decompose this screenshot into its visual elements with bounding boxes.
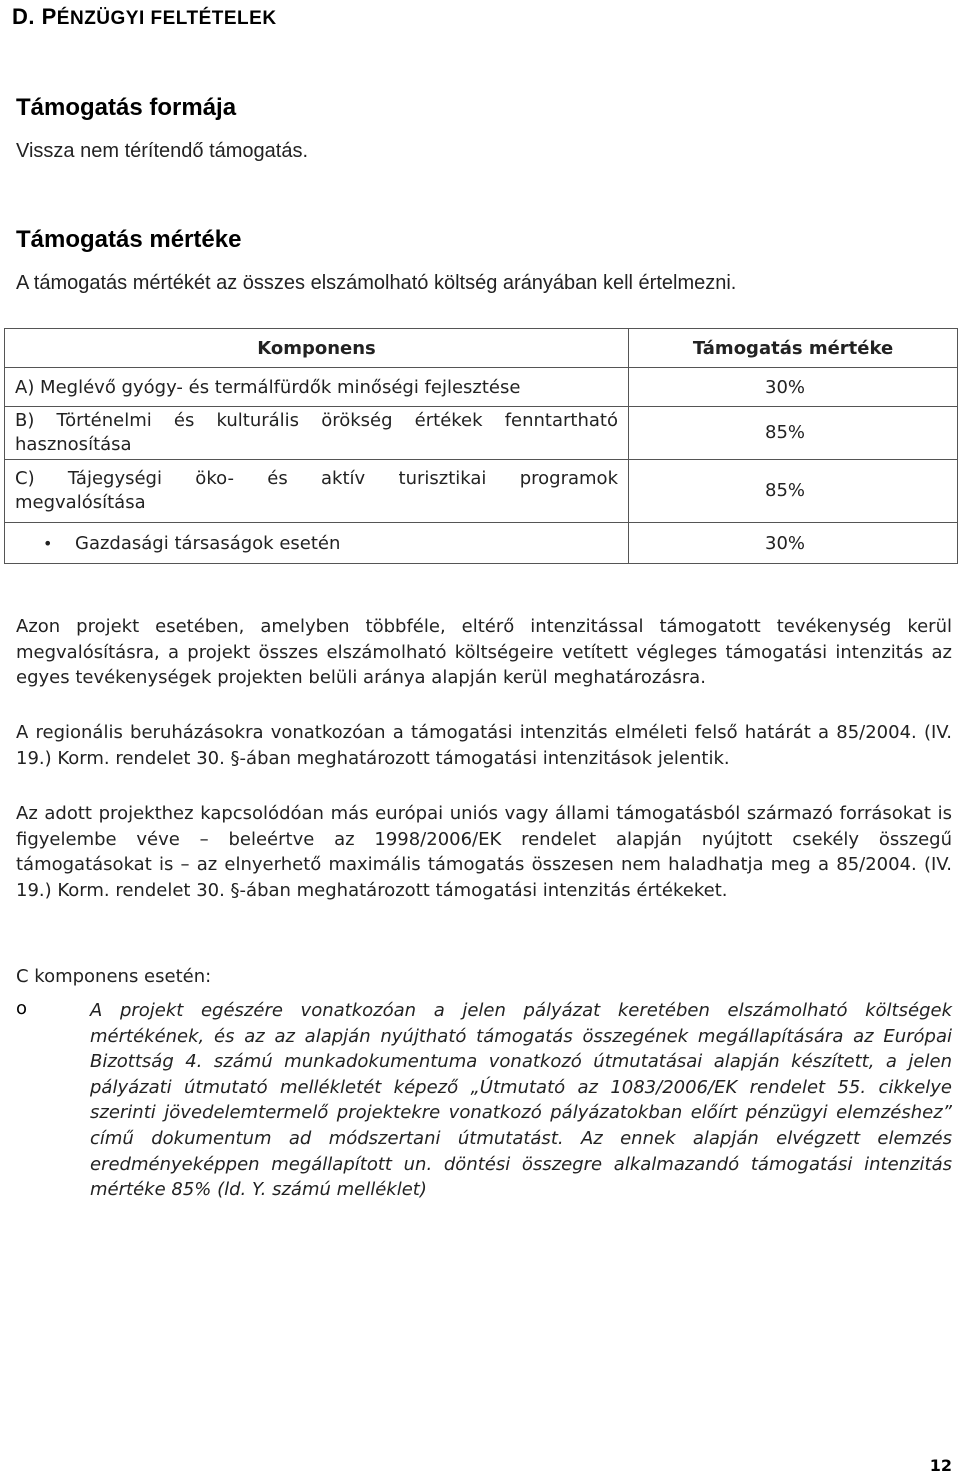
circle-bullet-icon: o xyxy=(16,998,28,1019)
component-text: C) Tájegységi öko- és aktív turisztikai programok megvalósítása xyxy=(15,468,618,513)
component-cell xyxy=(5,460,629,523)
component-text: Gazdasági társaságok esetén xyxy=(75,532,341,554)
paragraph-mixed-intensity: Azon projekt esetében, amelyben többféle, eltérő intenzitással támogatott tevékenység kerül megvalósításra, a projekt összes elszámolható költségeire vetített végleges támogatási intenzitás az egyes tevékenységek projekten belüli aránya alapján kerül meghatározásra. xyxy=(16,616,952,688)
paragraph-regional-limit: A regionális beruházásokra vonatkozóan a támogatási intenzitás elméleti felső határát a 85/2004. (IV. 19.) Korm. rendelet 30. §-ában meghatározott támogatási intenzitások jelentik. xyxy=(16,722,952,769)
table-row xyxy=(5,407,958,460)
table-row xyxy=(5,460,958,523)
section-title-prefix: D. P xyxy=(12,4,57,29)
component-cell xyxy=(5,407,629,460)
component-cell: A) Meglévő gyógy- és termálfürdők minőségi fejlesztése xyxy=(5,368,629,407)
support-rate-table xyxy=(4,328,958,564)
rate-cell: 85% xyxy=(629,407,958,460)
header-rate: Támogatás mértéke xyxy=(629,329,958,368)
support-form-text: Vissza nem térítendő támogatás. xyxy=(16,140,309,162)
c-component-heading: C komponens esetén: xyxy=(16,966,212,987)
paragraph-cumulation: Az adott projekthez kapcsolódóan más európai uniós vagy állami támogatásból származó forrásokat is figyelembe véve – beleértve az 1998/2006/EK rendelet alapján nyújtott csekély összegű támogatásokat is – az elnyerhető maximális támogatás összesen nem haladhatja meg a 85/2004. (IV. 19.) Korm. rendelet 30. §-ában meghatározott támogatási intenzitás értékeket. xyxy=(16,803,952,901)
support-rate-heading: Támogatás mértéke xyxy=(16,226,242,253)
section-title-rest: ÉNZÜGYI FELTÉTELEK xyxy=(56,8,277,29)
rate-cell: 30% xyxy=(629,523,958,564)
table-header-row xyxy=(5,329,958,368)
c-component-text: A projekt egészére vonatkozóan a jelen pályázat keretében elszámolható költségek mértékének, és az az alapján nyújtható támogatás összegének megállapítására az Európai Bizottság 4. számú munkadokumentuma vonatkozó útmutatásai alapján készített, a jelen pályázati útmutató mellékletét képező „Útmutató az 1083/2006/EK rendelet 55. cikkelye szerinti jövedelemtermelő projektekre vonatkozó pályázatokban előírt pénzügyi elemzéshez” című dokumentum ad módszertani útmutatást. Az ennek alapján elvégzett elemzés eredményeképpen megállapított un. döntési összegre alkalmazandó támogatási intenzitás mértéke 85% (ld. Y. számú melléklet) xyxy=(90,1000,952,1201)
support-form-heading: Támogatás formája xyxy=(16,94,237,121)
rate-cell: 85% xyxy=(629,460,958,523)
rate-cell: 30% xyxy=(629,368,958,407)
page-number: 12 xyxy=(929,1456,952,1475)
table-row xyxy=(5,523,958,564)
section-title xyxy=(12,4,277,30)
component-text: B) Történelmi és kulturális örökség értékek fenntartható hasznosítása xyxy=(15,410,618,455)
support-rate-text: A támogatás mértékét az összes elszámolható költség arányában kell értelmezni. xyxy=(16,272,737,294)
bullet-marker: • xyxy=(43,533,53,553)
component-cell xyxy=(5,523,629,564)
table-row xyxy=(5,368,958,407)
header-component: Komponens xyxy=(5,329,629,368)
